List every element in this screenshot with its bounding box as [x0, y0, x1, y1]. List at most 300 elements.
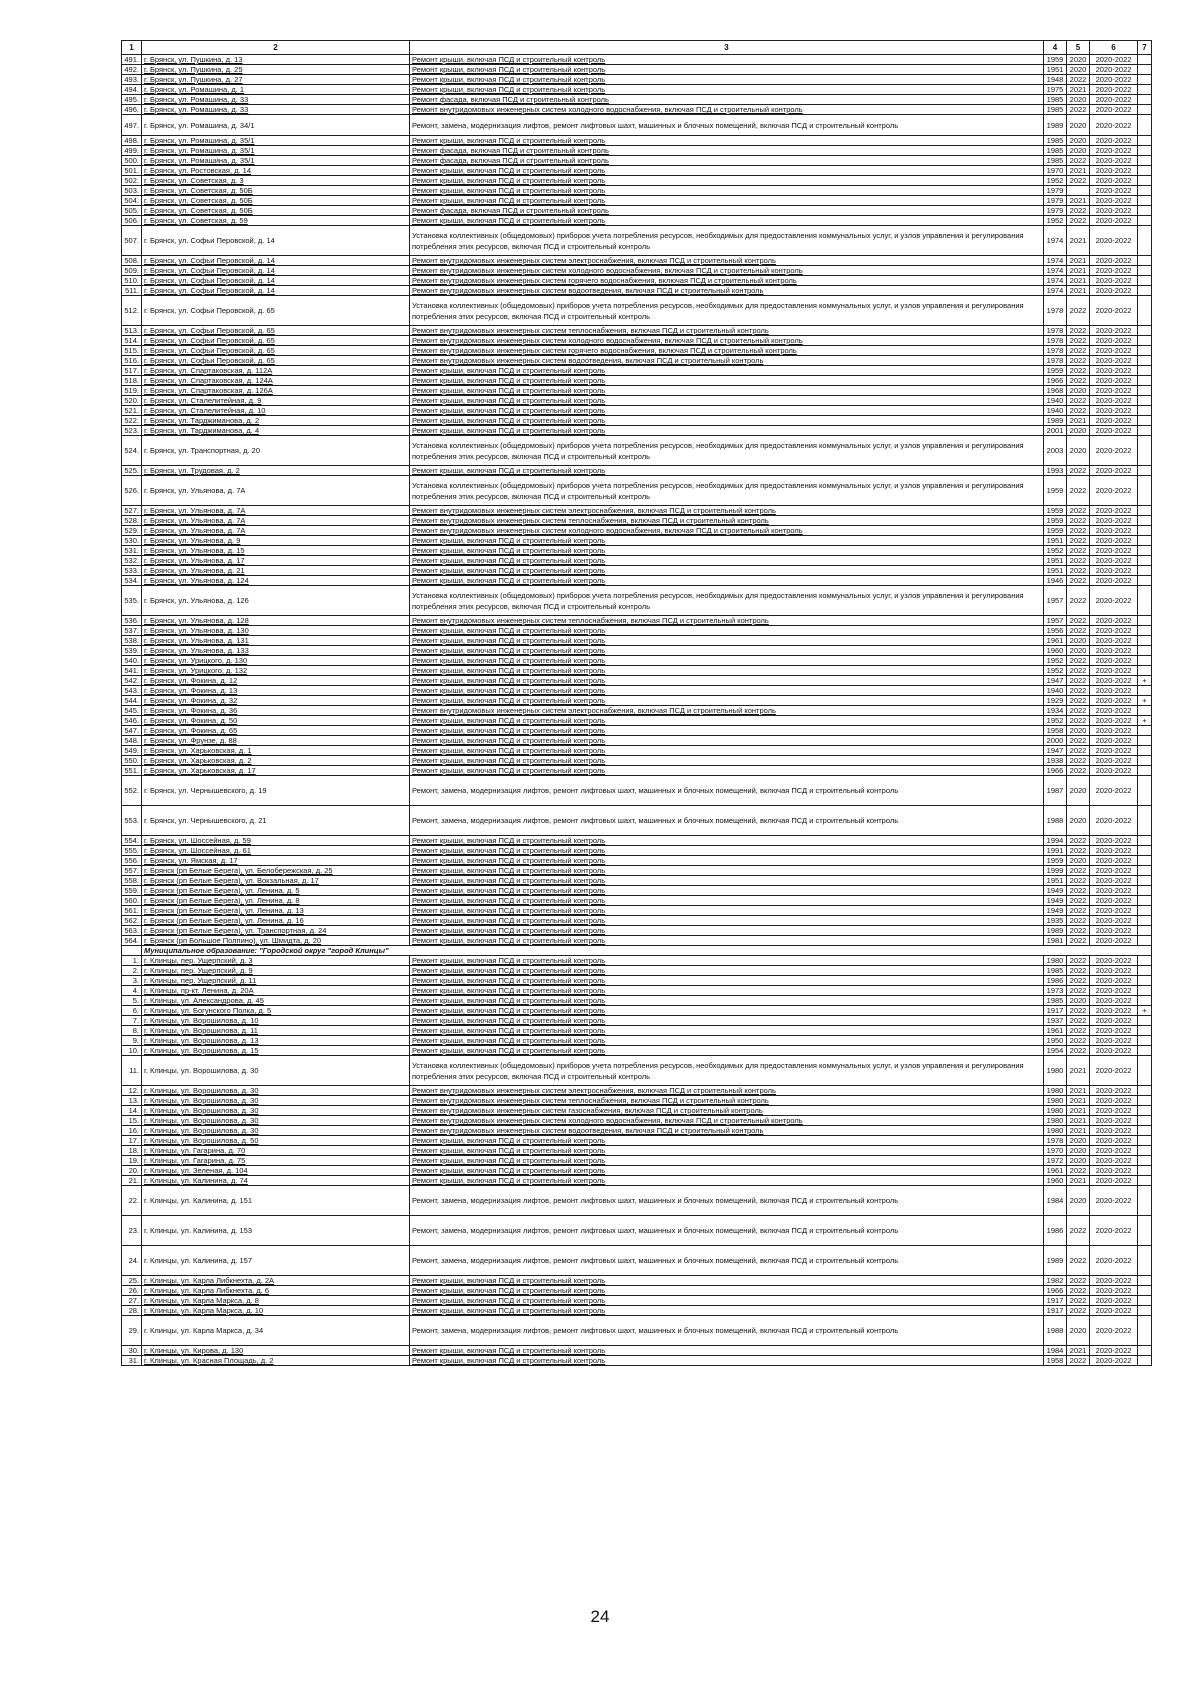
row-number: 533.	[122, 566, 142, 576]
year-built-cell: 1985	[1044, 105, 1067, 115]
work-type-cell: Ремонт крыши, включая ПСД и строительный контроль	[410, 1346, 1044, 1356]
work-type-cell: Ремонт внутридомовых инженерных систем теплоснабжения, включая ПСД и строительный контроль	[410, 516, 1044, 526]
row-number: 517.	[122, 366, 142, 376]
row-number: 492.	[122, 65, 142, 75]
plan-year-cell: 2022	[1067, 346, 1090, 356]
year-built-cell: 1985	[1044, 156, 1067, 166]
address-cell: г. Клинцы, ул. Калинина, д. 74	[142, 1176, 410, 1186]
plan-year-cell: 2022	[1067, 406, 1090, 416]
address-cell: г. Клинцы, ул. Зеленая, д. 104	[142, 1166, 410, 1176]
plan-year-cell: 2022	[1067, 836, 1090, 846]
row-number: 16.	[122, 1126, 142, 1136]
address-cell: г. Брянск, ул. Ростовская, д. 14	[142, 166, 410, 176]
row-number: 518.	[122, 376, 142, 386]
plan-year-cell: 2022	[1067, 566, 1090, 576]
table-row	[122, 736, 1152, 746]
table-row	[122, 1286, 1152, 1296]
table-row	[122, 576, 1152, 586]
plan-year-cell: 2020	[1067, 426, 1090, 436]
plan-year-cell: 2022	[1067, 676, 1090, 686]
table-body	[122, 41, 1152, 1366]
plan-year-cell: 2022	[1067, 105, 1090, 115]
address-cell: г. Клинцы, пер. Ущерпский, д. 11	[142, 976, 410, 986]
work-type-cell: Ремонт крыши, включая ПСД и строительный контроль	[410, 196, 1044, 206]
address-cell: г. Брянск, ул. Софьи Перовской, д. 65	[142, 336, 410, 346]
address-cell: г. Брянск, ул. Тарджиманова, д. 4	[142, 426, 410, 436]
plan-year-cell: 2022	[1067, 1306, 1090, 1316]
mark-cell	[1138, 376, 1152, 386]
work-type-cell: Ремонт крыши, включая ПСД и строительный контроль	[410, 1276, 1044, 1286]
plan-year-cell: 2021	[1067, 1126, 1090, 1136]
table-row	[122, 356, 1152, 366]
row-number: 549.	[122, 746, 142, 756]
year-built-cell: 1984	[1044, 1186, 1067, 1216]
year-built-cell: 2000	[1044, 736, 1067, 746]
mark-cell	[1138, 226, 1152, 256]
work-type-cell: Ремонт внутридомовых инженерных систем холодного водоснабжения, включая ПСД и строительный контроль	[410, 526, 1044, 536]
plan-year-cell	[1067, 186, 1090, 196]
row-number: 12.	[122, 1086, 142, 1096]
table-row	[122, 1166, 1152, 1176]
work-type-cell: Ремонт крыши, включая ПСД и строительный контроль	[410, 1026, 1044, 1036]
year-built-cell: 1956	[1044, 626, 1067, 636]
row-number: 526.	[122, 476, 142, 506]
address-cell: г. Брянск, ул. Ромашина, д. 35/1	[142, 136, 410, 146]
year-built-cell: 1989	[1044, 115, 1067, 136]
row-number: 546.	[122, 716, 142, 726]
address-cell: г. Клинцы, пер. Ущерпский, д. 3	[142, 956, 410, 966]
year-built-cell: 1948	[1044, 75, 1067, 85]
table-row	[122, 376, 1152, 386]
year-built-cell: 1958	[1044, 1356, 1067, 1366]
plan-year-cell: 2022	[1067, 1356, 1090, 1366]
year-built-cell: 1959	[1044, 516, 1067, 526]
table-row	[122, 1056, 1152, 1086]
row-number: 557.	[122, 866, 142, 876]
work-type-cell: Ремонт крыши, включая ПСД и строительный контроль	[410, 976, 1044, 986]
table-row	[122, 336, 1152, 346]
address-cell: г. Брянск, ул. Сталелитейная, д. 10	[142, 406, 410, 416]
year-built-cell: 2003	[1044, 436, 1067, 466]
period-cell: 2020-2022	[1090, 526, 1138, 536]
row-number: 498.	[122, 136, 142, 146]
address-cell: г. Брянск, ул. Софьи Перовской, д. 14	[142, 286, 410, 296]
work-type-cell: Ремонт крыши, включая ПСД и строительный контроль	[410, 386, 1044, 396]
row-number: 31.	[122, 1356, 142, 1366]
mark-cell	[1138, 386, 1152, 396]
mark-cell	[1138, 666, 1152, 676]
column-header: 6	[1090, 41, 1138, 55]
work-type-cell: Ремонт крыши, включая ПСД и строительный контроль	[410, 466, 1044, 476]
table-row	[122, 566, 1152, 576]
period-cell: 2020-2022	[1090, 586, 1138, 616]
year-built-cell: 1929	[1044, 696, 1067, 706]
work-type-cell: Ремонт крыши, включая ПСД и строительный контроль	[410, 676, 1044, 686]
table-row	[122, 756, 1152, 766]
address-cell: г. Брянск, ул. Ромашина, д. 35/1	[142, 146, 410, 156]
table-row	[122, 346, 1152, 356]
work-type-cell: Ремонт фасада, включая ПСД и строительный контроль	[410, 206, 1044, 216]
table-row	[122, 1136, 1152, 1146]
period-cell: 2020-2022	[1090, 706, 1138, 716]
period-cell: 2020-2022	[1090, 936, 1138, 946]
mark-cell	[1138, 1086, 1152, 1096]
work-type-cell: Ремонт крыши, включая ПСД и строительный контроль	[410, 65, 1044, 75]
year-built-cell: 1952	[1044, 666, 1067, 676]
year-built-cell: 1974	[1044, 256, 1067, 266]
mark-cell	[1138, 926, 1152, 936]
table-row	[122, 536, 1152, 546]
work-type-cell: Ремонт внутридомовых инженерных систем электроснабжения, включая ПСД и строительный контроль	[410, 506, 1044, 516]
plan-year-cell: 2022	[1067, 576, 1090, 586]
year-built-cell: 1980	[1044, 956, 1067, 966]
work-type-cell: Ремонт крыши, включая ПСД и строительный контроль	[410, 136, 1044, 146]
row-number: 562.	[122, 916, 142, 926]
mark-cell	[1138, 706, 1152, 716]
mark-cell	[1138, 146, 1152, 156]
mark-cell	[1138, 766, 1152, 776]
row-number: 552.	[122, 776, 142, 806]
row-number: 508.	[122, 256, 142, 266]
column-header: 3	[410, 41, 1044, 55]
plan-year-cell: 2022	[1067, 216, 1090, 226]
plan-year-cell: 2022	[1067, 506, 1090, 516]
column-header: 2	[142, 41, 410, 55]
period-cell: 2020-2022	[1090, 1286, 1138, 1296]
address-cell: г. Брянск, ул. Ромашина, д. 33	[142, 105, 410, 115]
row-number: 509.	[122, 266, 142, 276]
year-built-cell: 1951	[1044, 536, 1067, 546]
period-cell: 2020-2022	[1090, 996, 1138, 1006]
work-type-cell: Ремонт крыши, включая ПСД и строительный контроль	[410, 1046, 1044, 1056]
plan-year-cell: 2021	[1067, 256, 1090, 266]
plan-year-cell: 2021	[1067, 1346, 1090, 1356]
address-cell: г. Брянск, ул. Ульянова, д. 124	[142, 576, 410, 586]
period-cell: 2020-2022	[1090, 976, 1138, 986]
work-type-cell: Ремонт крыши, включая ПСД и строительный контроль	[410, 736, 1044, 746]
period-cell: 2020-2022	[1090, 556, 1138, 566]
work-type-cell: Ремонт внутридомовых инженерных систем электроснабжения, включая ПСД и строительный контроль	[410, 706, 1044, 716]
row-number: 542.	[122, 676, 142, 686]
plan-year-cell: 2021	[1067, 266, 1090, 276]
mark-cell	[1138, 896, 1152, 906]
table-row	[122, 1026, 1152, 1036]
year-built-cell: 1961	[1044, 1166, 1067, 1176]
work-type-cell: Ремонт внутридомовых инженерных систем горячего водоснабжения, включая ПСД и строительный контроль	[410, 346, 1044, 356]
row-number: 530.	[122, 536, 142, 546]
mark-cell	[1138, 1106, 1152, 1116]
mark-cell	[1138, 476, 1152, 506]
row-number: 27.	[122, 1296, 142, 1306]
year-built-cell: 1959	[1044, 526, 1067, 536]
period-cell: 2020-2022	[1090, 166, 1138, 176]
plan-year-cell: 2022	[1067, 526, 1090, 536]
row-number: 560.	[122, 896, 142, 906]
mark-cell	[1138, 336, 1152, 346]
row-number: 527.	[122, 506, 142, 516]
mark-cell	[1138, 546, 1152, 556]
plan-year-cell: 2022	[1067, 366, 1090, 376]
table-row	[122, 916, 1152, 926]
row-number: 512.	[122, 296, 142, 326]
row-number: 25.	[122, 1276, 142, 1286]
table-row	[122, 55, 1152, 65]
plan-year-cell: 2020	[1067, 1156, 1090, 1166]
address-cell: г. Клинцы, ул. Александрова, д. 45	[142, 996, 410, 1006]
year-built-cell: 1959	[1044, 366, 1067, 376]
table-row	[122, 386, 1152, 396]
table-row	[122, 1186, 1152, 1216]
address-cell: г. Брянск, ул. Спартаковская, д. 112А	[142, 366, 410, 376]
address-cell: г. Брянск, ул. Транспортная, д. 20	[142, 436, 410, 466]
row-number: 513.	[122, 326, 142, 336]
year-built-cell: 1966	[1044, 376, 1067, 386]
year-built-cell: 1952	[1044, 656, 1067, 666]
plan-year-cell: 2022	[1067, 296, 1090, 326]
work-type-cell: Ремонт крыши, включая ПСД и строительный контроль	[410, 1286, 1044, 1296]
year-built-cell: 1947	[1044, 676, 1067, 686]
address-cell: г. Брянск, ул. Спартаковская, д. 126А	[142, 386, 410, 396]
mark-cell	[1138, 136, 1152, 146]
address-cell: г. Брянск, ул. Ульянова, д. 128	[142, 616, 410, 626]
period-cell: 2020-2022	[1090, 546, 1138, 556]
row-number: 514.	[122, 336, 142, 346]
repair-program-table	[121, 40, 1152, 1366]
table-row	[122, 426, 1152, 436]
year-built-cell: 1986	[1044, 976, 1067, 986]
plan-year-cell: 2022	[1067, 336, 1090, 346]
plan-year-cell: 2022	[1067, 1166, 1090, 1176]
work-type-cell: Ремонт крыши, включая ПСД и строительный контроль	[410, 1136, 1044, 1146]
work-type-cell: Ремонт крыши, включая ПСД и строительный контроль	[410, 85, 1044, 95]
mark-cell	[1138, 296, 1152, 326]
plan-year-cell: 2022	[1067, 326, 1090, 336]
mark-cell	[1138, 156, 1152, 166]
address-cell: г. Брянск, ул. Трудовая, д. 2	[142, 466, 410, 476]
period-cell: 2020-2022	[1090, 476, 1138, 506]
mark-cell	[1138, 986, 1152, 996]
work-type-cell: Ремонт крыши, включая ПСД и строительный контроль	[410, 75, 1044, 85]
row-number: 499.	[122, 146, 142, 156]
year-built-cell: 1993	[1044, 466, 1067, 476]
work-type-cell: Ремонт, замена, модернизация лифтов, ремонт лифтовых шахт, машинных и блочных помещений, включая ПСД и строительный контроль	[410, 1216, 1044, 1246]
work-type-cell: Ремонт крыши, включая ПСД и строительный контроль	[410, 376, 1044, 386]
period-cell: 2020-2022	[1090, 336, 1138, 346]
plan-year-cell: 2022	[1067, 1246, 1090, 1276]
year-built-cell: 1960	[1044, 646, 1067, 656]
year-built-cell: 1966	[1044, 1286, 1067, 1296]
work-type-cell: Ремонт крыши, включая ПСД и строительный контроль	[410, 646, 1044, 656]
mark-cell	[1138, 566, 1152, 576]
row-number: 534.	[122, 576, 142, 586]
row-number: 29.	[122, 1316, 142, 1346]
plan-year-cell: 2020	[1067, 146, 1090, 156]
plan-year-cell: 2021	[1067, 286, 1090, 296]
address-cell: г. Клинцы, ул. Карла Либкнехта, д. 2А	[142, 1276, 410, 1286]
plan-year-cell: 2022	[1067, 1046, 1090, 1056]
address-cell: г. Клинцы, ул. Кирова, д. 130	[142, 1346, 410, 1356]
period-cell: 2020-2022	[1090, 1096, 1138, 1106]
row-number: 21.	[122, 1176, 142, 1186]
plan-year-cell: 2022	[1067, 936, 1090, 946]
period-cell: 2020-2022	[1090, 676, 1138, 686]
plan-year-cell: 2022	[1067, 1216, 1090, 1246]
mark-cell	[1138, 646, 1152, 656]
year-built-cell: 1988	[1044, 806, 1067, 836]
period-cell: 2020-2022	[1090, 1156, 1138, 1166]
period-cell: 2020-2022	[1090, 256, 1138, 266]
row-number: 554.	[122, 836, 142, 846]
address-cell: г. Брянск, ул. Ромашина, д. 34/1	[142, 115, 410, 136]
work-type-cell: Ремонт крыши, включая ПСД и строительный контроль	[410, 906, 1044, 916]
address-cell: г. Клинцы, ул. Ворошилова, д. 15	[142, 1046, 410, 1056]
table-row	[122, 1356, 1152, 1366]
period-cell: 2020-2022	[1090, 1216, 1138, 1246]
period-cell: 2020-2022	[1090, 866, 1138, 876]
plan-year-cell: 2021	[1067, 1176, 1090, 1186]
year-built-cell: 1985	[1044, 996, 1067, 1006]
period-cell: 2020-2022	[1090, 506, 1138, 516]
period-cell: 2020-2022	[1090, 956, 1138, 966]
work-type-cell: Установка коллективных (общедомовых) приборов учета потребления ресурсов, необходимых для предоставления коммунальных услуг, и узлов управления и регулирования потребления этих ресурсов, включая ПСД и строительный контроль	[410, 586, 1044, 616]
plan-year-cell: 2020	[1067, 636, 1090, 646]
plan-year-cell: 2022	[1067, 1026, 1090, 1036]
table-row	[122, 506, 1152, 516]
mark-cell	[1138, 276, 1152, 286]
mark-cell	[1138, 55, 1152, 65]
table-row	[122, 176, 1152, 186]
year-built-cell: 1982	[1044, 1276, 1067, 1286]
table-row	[122, 286, 1152, 296]
address-cell: г. Брянск (рп Белые Берега), ул. Вокзальная, д. 17	[142, 876, 410, 886]
period-cell: 2020-2022	[1090, 366, 1138, 376]
year-built-cell: 1978	[1044, 1136, 1067, 1146]
table-row	[122, 416, 1152, 426]
period-cell: 2020-2022	[1090, 146, 1138, 156]
year-built-cell: 1986	[1044, 1216, 1067, 1246]
address-cell: г. Брянск, ул. Ямская, д. 17	[142, 856, 410, 866]
work-type-cell: Ремонт, замена, модернизация лифтов, ремонт лифтовых шахт, машинных и блочных помещений, включая ПСД и строительный контроль	[410, 1246, 1044, 1276]
mark-cell	[1138, 286, 1152, 296]
mark-cell	[1138, 196, 1152, 206]
table-row	[122, 1006, 1152, 1016]
address-cell: г. Брянск, ул. Пушкина, д. 27	[142, 75, 410, 85]
year-built-cell: 1935	[1044, 916, 1067, 926]
work-type-cell: Ремонт внутридомовых инженерных систем теплоснабжения, включая ПСД и строительный контроль	[410, 616, 1044, 626]
year-built-cell: 1957	[1044, 586, 1067, 616]
plan-year-cell: 2022	[1067, 896, 1090, 906]
row-number: 14.	[122, 1106, 142, 1116]
period-cell: 2020-2022	[1090, 386, 1138, 396]
table-row	[122, 686, 1152, 696]
address-cell: г. Брянск, ул. Фокина, д. 12	[142, 676, 410, 686]
plan-year-cell: 2022	[1067, 906, 1090, 916]
address-cell: г. Клинцы, пр-кт. Ленина, д. 20А	[142, 986, 410, 996]
year-built-cell: 1957	[1044, 616, 1067, 626]
work-type-cell: Ремонт крыши, включая ПСД и строительный контроль	[410, 576, 1044, 586]
address-cell: г. Брянск, ул. Шоссейная, д. 61	[142, 846, 410, 856]
row-number: 525.	[122, 466, 142, 476]
mark-cell	[1138, 436, 1152, 466]
address-cell: г. Брянск, ул. Ульянова, д. 7А	[142, 526, 410, 536]
plan-year-cell: 2022	[1067, 716, 1090, 726]
row-number: 9.	[122, 1036, 142, 1046]
year-built-cell: 1980	[1044, 1106, 1067, 1116]
mark-cell	[1138, 586, 1152, 616]
mark-cell	[1138, 356, 1152, 366]
address-cell: г. Брянск, ул. Софьи Перовской, д. 65	[142, 356, 410, 366]
period-cell: 2020-2022	[1090, 226, 1138, 256]
year-built-cell: 1979	[1044, 206, 1067, 216]
year-built-cell: 1988	[1044, 1316, 1067, 1346]
period-cell: 2020-2022	[1090, 216, 1138, 226]
address-cell: г. Клинцы, ул. Ворошилова, д. 30	[142, 1096, 410, 1106]
period-cell: 2020-2022	[1090, 646, 1138, 656]
mark-cell	[1138, 256, 1152, 266]
year-built-cell: 1972	[1044, 1156, 1067, 1166]
row-number: 515.	[122, 346, 142, 356]
period-cell: 2020-2022	[1090, 566, 1138, 576]
row-number: 556.	[122, 856, 142, 866]
address-cell: г. Клинцы, ул. Карла Маркса, д. 10	[142, 1306, 410, 1316]
plan-year-cell: 2022	[1067, 356, 1090, 366]
work-type-cell: Ремонт крыши, включая ПСД и строительный контроль	[410, 166, 1044, 176]
plan-year-cell: 2020	[1067, 65, 1090, 75]
work-type-cell: Ремонт крыши, включая ПСД и строительный контроль	[410, 886, 1044, 896]
mark-cell	[1138, 1216, 1152, 1246]
period-cell: 2020-2022	[1090, 846, 1138, 856]
mark-cell	[1138, 916, 1152, 926]
plan-year-cell: 2022	[1067, 536, 1090, 546]
table-row	[122, 105, 1152, 115]
row-number: 502.	[122, 176, 142, 186]
plan-year-cell: 2022	[1067, 766, 1090, 776]
address-cell: г. Брянск, ул. Советская, д. 3	[142, 176, 410, 186]
row-number: 1.	[122, 956, 142, 966]
year-built-cell: 1917	[1044, 1006, 1067, 1016]
mark-cell	[1138, 736, 1152, 746]
row-number: 28.	[122, 1306, 142, 1316]
section-heading: Муниципальное образование: "Городской округ "город Клинцы"	[142, 946, 1152, 956]
mark-cell	[1138, 1026, 1152, 1036]
mark-cell	[1138, 65, 1152, 75]
work-type-cell: Ремонт крыши, включая ПСД и строительный контроль	[410, 916, 1044, 926]
work-type-cell: Ремонт крыши, включая ПСД и строительный контроль	[410, 1166, 1044, 1176]
year-built-cell: 1934	[1044, 706, 1067, 716]
mark-cell	[1138, 105, 1152, 115]
row-number: 494.	[122, 85, 142, 95]
table-row	[122, 1016, 1152, 1026]
year-built-cell: 1974	[1044, 226, 1067, 256]
work-type-cell: Установка коллективных (общедомовых) приборов учета потребления ресурсов, необходимых для предоставления коммунальных услуг, и узлов управления и регулирования потребления этих ресурсов, включая ПСД и строительный контроль	[410, 296, 1044, 326]
address-cell: г. Клинцы, ул. Ворошилова, д. 30	[142, 1086, 410, 1096]
period-cell: 2020-2022	[1090, 536, 1138, 546]
address-cell: г. Клинцы, ул. Ворошилова, д. 30	[142, 1106, 410, 1116]
mark-cell	[1138, 636, 1152, 646]
plan-year-cell: 2022	[1067, 876, 1090, 886]
year-built-cell: 1980	[1044, 1056, 1067, 1086]
mark-cell	[1138, 1356, 1152, 1366]
address-cell: г. Брянск, ул. Советская, д. 50Б	[142, 206, 410, 216]
period-cell: 2020-2022	[1090, 286, 1138, 296]
mark-cell	[1138, 1166, 1152, 1176]
row-number: 548.	[122, 736, 142, 746]
table-row	[122, 966, 1152, 976]
address-cell: г. Брянск, ул. Шоссейная, д. 59	[142, 836, 410, 846]
mark-cell	[1138, 996, 1152, 1006]
work-type-cell: Ремонт крыши, включая ПСД и строительный контроль	[410, 1156, 1044, 1166]
year-built-cell: 1959	[1044, 55, 1067, 65]
